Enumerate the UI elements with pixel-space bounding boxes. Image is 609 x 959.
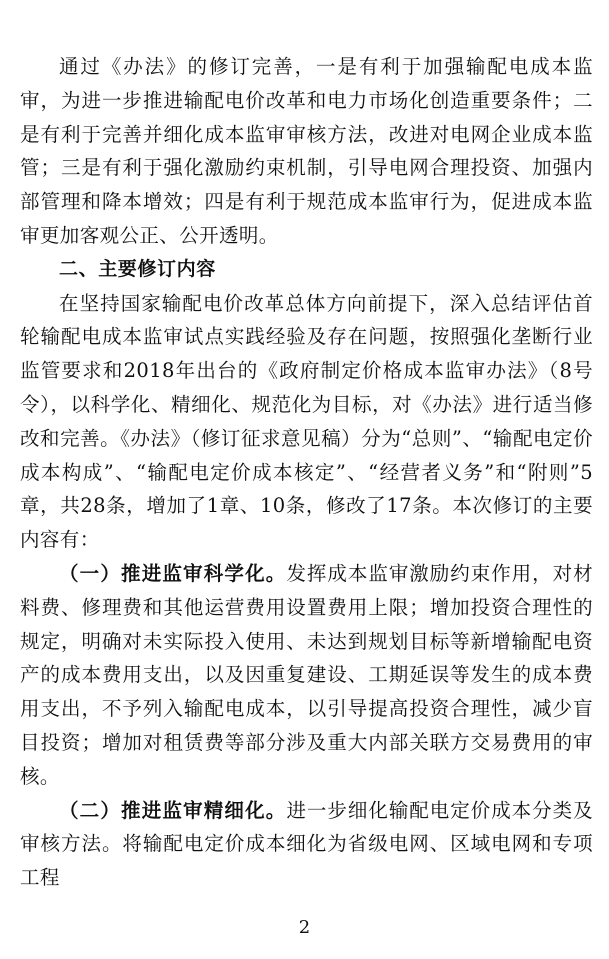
- paragraph-revision-overview: [20, 287, 593, 557]
- paragraph-revision-overview-text: 在坚持国家输配电价改革总体方向前提下，深入总结评估首轮输配电成本监审试点实践经验及存在问题，按照强化垄断行业监管要求和2018年出台的《政府制定价格成本监审办法》（8号令），以科学化、精细化、规范化为目标，对《办法》进行适当修改和完善。《办法》（修订征求意见稿）分为“总则”、“输配电定价成本构成”、“输配电定价成本核定”、“经营者义务”和“附则”5章，共28条，增加了1章、10条，修改了17条。本次修订的主要内容有：: [20, 291, 593, 552]
- section-heading-main-revisions: 二、主要修订内容: [59, 257, 216, 280]
- paragraph-revision-benefits: 通过《办法》的修订完善，一是有利于加强输配电成本监审，为进一步推进输配电价改革和电力市场化创造重要条件；二是有利于完善并细化成本监审审核方法，改进对电网企业成本监管；三是有利于强化激励约束机制，引导电网合理投资、加强内部管理和降本增效；四是有利于规范成本监审行为，促进成本监审更加客观公正、公开透明。: [20, 55, 593, 247]
- subheading-scientific-supervision: （一）推进监审科学化。: [59, 561, 287, 585]
- paragraph-scientific-supervision: [20, 557, 593, 794]
- scientific-supervision-text: 发挥成本监审激励约束作用，对材料费、修理费和其他运营费用设置费用上限；增加投资合理性的规定，明确对未实际投入使用、未达到规划目标等新增输配电资产的成本费用支出，以及因重复建设、工期延误等发生的成本费用支出，不予列入输配电成本，以引导提高投资合理性，减少盲目投资；增加对租赁费等部分涉及重大内部关联方交易费用的审核。: [20, 561, 593, 788]
- document-body: [20, 50, 593, 895]
- refined-supervision-text: 进一步细化输配电定价成本分类及审核方法。将输配电定价成本细化为省级电网、区域电网和专项工程: [20, 798, 593, 890]
- page-number: 2: [298, 917, 311, 938]
- paragraph-refined-supervision: [20, 794, 593, 895]
- subheading-refined-supervision: （二）推进监审精细化。: [59, 798, 287, 822]
